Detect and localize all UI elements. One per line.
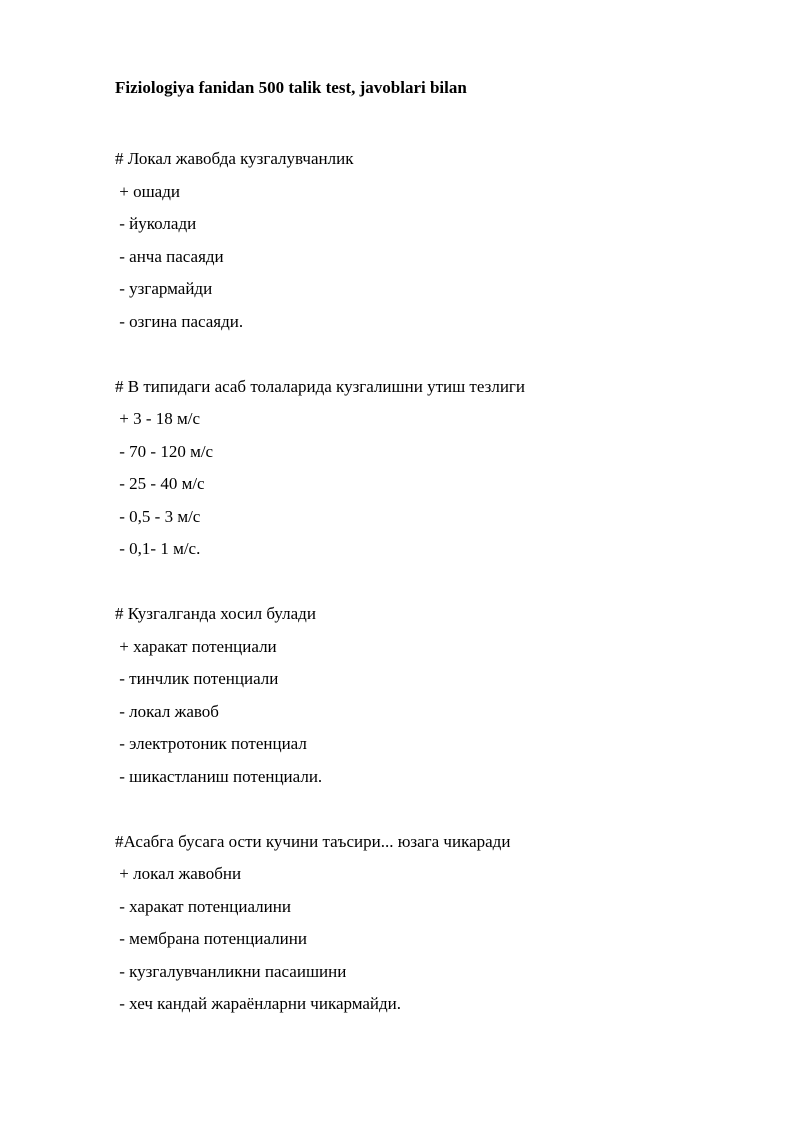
answer-option: - харакат потенциалини bbox=[115, 896, 291, 916]
answer-option: - 0,5 - 3 м/с bbox=[115, 506, 201, 526]
question-text: #Асабга бусага ости кучини таъсири... юзага чикаради bbox=[115, 831, 511, 851]
answer-option: - 25 - 40 м/с bbox=[115, 474, 205, 493]
question-text: # Кузгалганда хосил булади bbox=[115, 604, 316, 623]
answer-option: - узгармайди bbox=[115, 279, 213, 298]
question-block bbox=[115, 371, 755, 566]
answer-option: - мембрана потенциалини bbox=[115, 929, 307, 948]
document-title: Fiziologiya fanidan 500 talik test, javoblari bilan bbox=[115, 78, 467, 97]
answer-option: + ошади bbox=[115, 181, 180, 201]
answer-option: - 0,1- 1 м/с. bbox=[115, 539, 201, 558]
answer-option: - электротоник потенциал bbox=[115, 734, 307, 753]
answer-option: - 70 - 120 м/с bbox=[115, 441, 214, 461]
question-list bbox=[115, 143, 755, 1053]
answer-option: + локал жавобни bbox=[115, 864, 242, 883]
answer-option: - анча пасаяди bbox=[115, 246, 224, 266]
answer-option: - локал жавоб bbox=[115, 701, 219, 721]
answer-option: - тинчлик потенциали bbox=[115, 669, 279, 688]
answer-option: + харакат потенциали bbox=[115, 636, 277, 656]
question-block bbox=[115, 826, 755, 1021]
answer-option: + 3 - 18 м/с bbox=[115, 409, 201, 428]
question-block bbox=[115, 143, 755, 338]
answer-option: - хеч кандай жараёнларни чикармайди. bbox=[115, 994, 402, 1013]
answer-option: - шикастланиш потенциали. bbox=[115, 766, 323, 786]
answer-option: - йуколади bbox=[115, 214, 197, 233]
answer-option: - кузгалувчанликни пасаишини bbox=[115, 961, 347, 981]
question-text: # В типидаги асаб толаларида кузгалишни утиш тезлиги bbox=[115, 376, 525, 396]
answer-option: - озгина пасаяди. bbox=[115, 311, 244, 331]
question-text: # Локал жавобда кузгалувчанлик bbox=[115, 149, 354, 168]
question-block bbox=[115, 598, 755, 793]
